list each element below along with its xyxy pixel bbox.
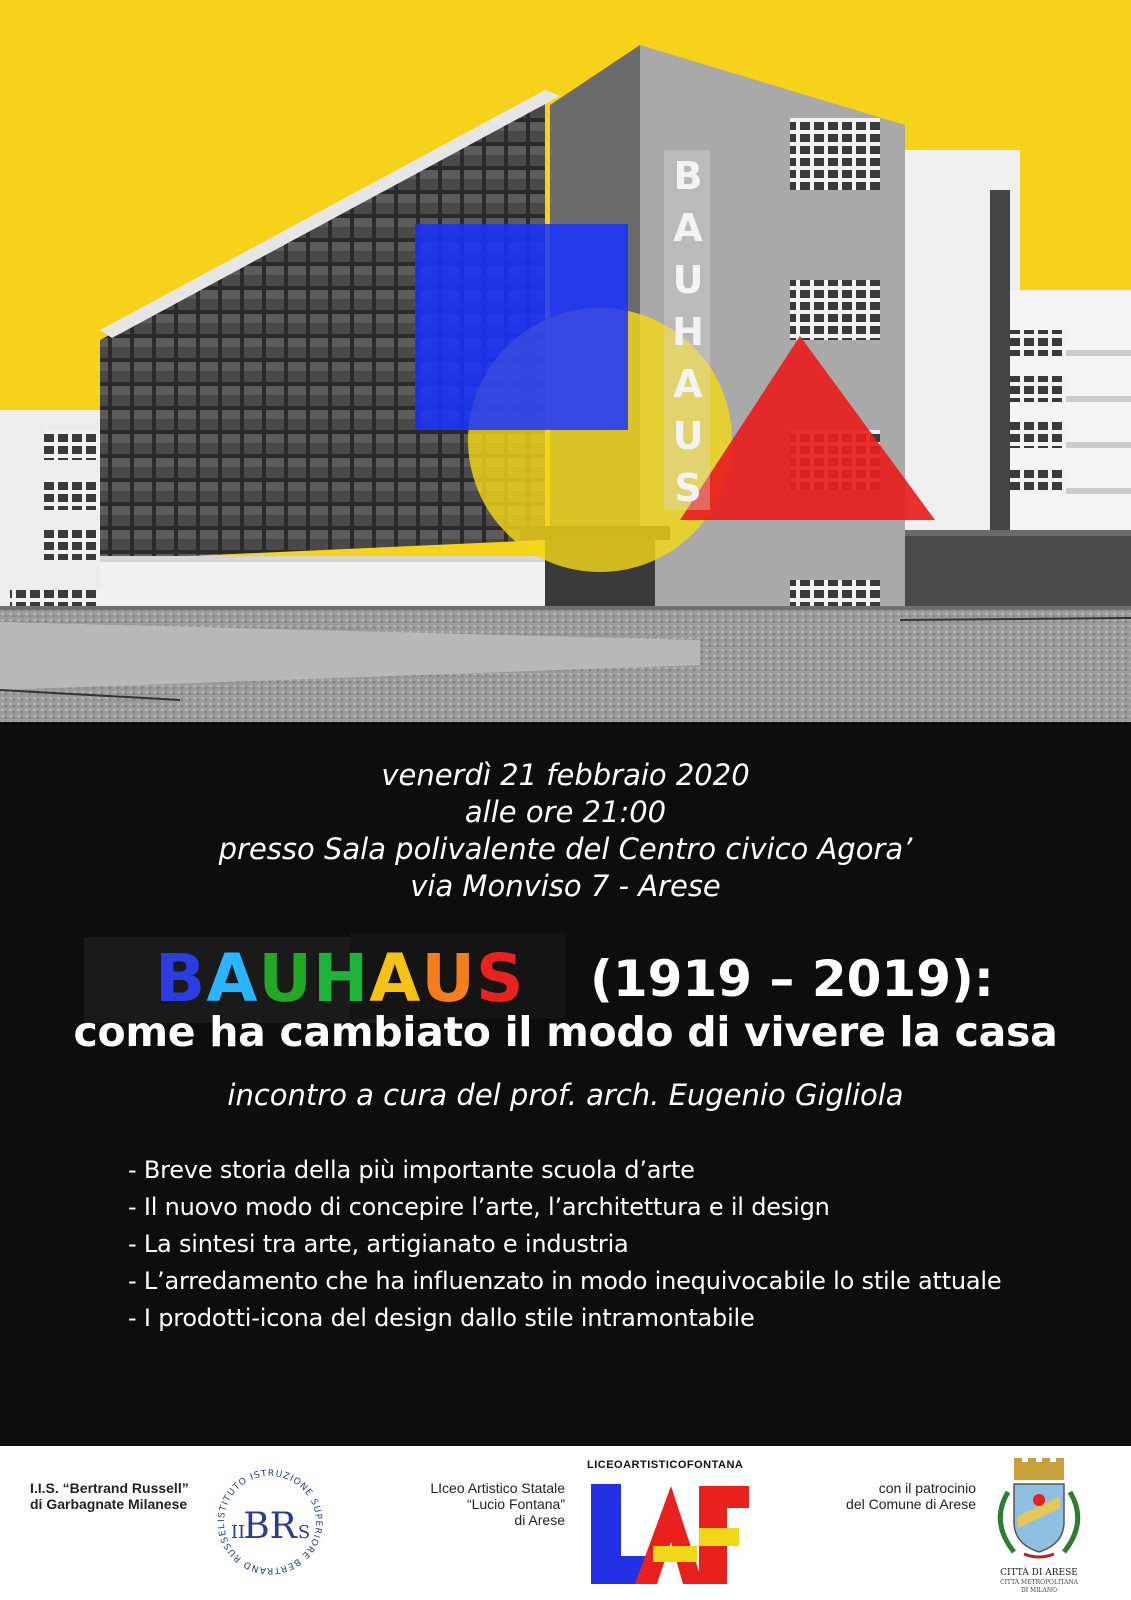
list-item: - Il nuovo modo di concepire l’arte, l’architettura e il design — [128, 1193, 830, 1221]
footer-text-line: “Lucio Fontana” — [466, 1496, 565, 1512]
title-letter: S — [475, 940, 525, 1017]
curator: incontro a cura del prof. arch. Eugenio Gigliola — [227, 1078, 904, 1112]
school-russell-name — [30, 1480, 189, 1512]
school-fontana-name — [380, 1480, 565, 1528]
footer — [0, 1446, 1131, 1600]
footer-text-line: con il patrocinio — [878, 1480, 976, 1496]
bauhaus-building-illustration — [0, 0, 1131, 722]
arese-crest-logo — [984, 1456, 1094, 1598]
event-venue: presso Sala polivalente del Centro civico Agora’ — [218, 832, 913, 866]
crest-caption: CITTÀ DI ARESE — [1000, 1568, 1078, 1578]
crest-icon — [984, 1456, 1094, 1564]
title-letter: A — [206, 940, 259, 1017]
list-item: - La sintesi tra arte, artigianato e industria — [128, 1230, 629, 1258]
event-date: venerdì 21 febbraio 2020 — [381, 758, 750, 792]
list-item: - Breve storia della più importante scuola d’arte — [128, 1156, 695, 1184]
subtitle: come ha cambiato il modo di vivere la casa — [73, 1008, 1058, 1056]
event-info — [0, 722, 1131, 1446]
event-address: via Monviso 7 - Arese — [410, 869, 721, 903]
event-time: alle ore 21:00 — [464, 795, 667, 829]
title-letter: U — [258, 940, 313, 1017]
crest-caption: CITTÀ METROPOLITANA — [1000, 1579, 1078, 1586]
topic-list — [128, 1152, 1001, 1337]
title-letter: H — [313, 940, 370, 1017]
patronage-text — [800, 1480, 976, 1512]
fontana-logo — [587, 1458, 751, 1592]
footer-text-line: LIceo Artistico Statale — [430, 1480, 565, 1496]
title-letter: B — [155, 940, 207, 1017]
russell-logo — [212, 1464, 328, 1580]
russell-logo-right: S — [297, 1522, 311, 1543]
bauhaus-title — [155, 939, 524, 1019]
title-letter: U — [421, 940, 476, 1017]
footer-text-line: I.I.S. “Bertrand Russell” — [30, 1480, 189, 1496]
russell-logo-mark: BR — [243, 1506, 297, 1547]
fontana-logo-shapes — [587, 1472, 751, 1590]
footer-text-line: del Comune di Arese — [846, 1496, 976, 1512]
hero-photo — [0, 0, 1131, 722]
footer-text-line: di Garbagnate Milanese — [30, 1496, 188, 1512]
list-item: - L’arredamento che ha influenzato in modo inequivocabile lo stile attuale — [128, 1267, 1002, 1295]
list-item: - I prodotti-icona del design dallo stile intramontabile — [128, 1304, 755, 1332]
fontana-logo-header: LICEOARTISTICOFONTANA — [587, 1459, 744, 1471]
title-years: (1919 – 2019): — [590, 950, 994, 1008]
building-sign-text: BAUHAUS — [672, 154, 704, 510]
russell-logo-left: II — [230, 1522, 246, 1543]
russell-logo-ring-text: ISTITUTO ISTRUZIONE SUPERIORE BERTRAND RUSSEL — [216, 1468, 324, 1576]
crest-caption: DI MILANO — [1020, 1587, 1058, 1594]
title-letter: A — [369, 940, 422, 1017]
footer-text-line: di Arese — [514, 1512, 565, 1528]
title-row — [0, 933, 1131, 1017]
